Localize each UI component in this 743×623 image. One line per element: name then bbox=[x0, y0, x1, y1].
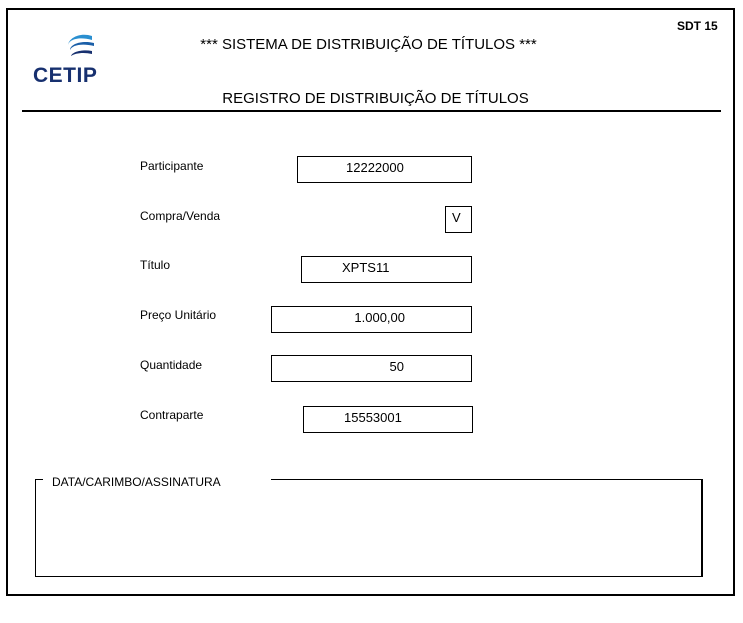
preco-unitario-label: Preço Unitário bbox=[140, 308, 217, 322]
form-code: SDT 15 bbox=[677, 19, 718, 33]
signature-box[interactable] bbox=[35, 479, 703, 577]
preco-unitario-value: 1.000,00 bbox=[354, 310, 405, 325]
header-divider bbox=[22, 110, 721, 112]
form-title: REGISTRO DE DISTRIBUIÇÃO DE TÍTULOS bbox=[222, 90, 529, 107]
compra-venda-value: V bbox=[452, 210, 461, 225]
titulo-label: Título bbox=[140, 258, 171, 272]
signature-label: DATA/CARIMBO/ASSINATURA bbox=[52, 475, 221, 489]
participante-field[interactable] bbox=[297, 156, 472, 183]
compra-venda-label: Compra/Venda bbox=[140, 209, 221, 223]
logo-text: CETIP bbox=[33, 64, 98, 87]
contraparte-label: Contraparte bbox=[140, 408, 204, 422]
preco-unitario-field[interactable] bbox=[271, 306, 472, 333]
signature-border-right bbox=[271, 479, 703, 480]
system-title: *** SISTEMA DE DISTRIBUIÇÃO DE TÍTULOS *** bbox=[200, 36, 537, 53]
quantidade-label: Quantidade bbox=[140, 358, 203, 372]
participante-label: Participante bbox=[140, 159, 204, 173]
signature-border-left bbox=[35, 479, 43, 480]
titulo-value: XPTS11 bbox=[342, 260, 390, 275]
contraparte-field[interactable] bbox=[303, 406, 473, 433]
contraparte-value: 15553001 bbox=[344, 410, 402, 425]
titulo-field[interactable] bbox=[301, 256, 472, 283]
quantidade-value: 50 bbox=[389, 359, 404, 374]
compra-venda-field[interactable] bbox=[445, 206, 472, 233]
participante-value: 12222000 bbox=[346, 160, 404, 175]
quantidade-field[interactable] bbox=[271, 355, 472, 382]
